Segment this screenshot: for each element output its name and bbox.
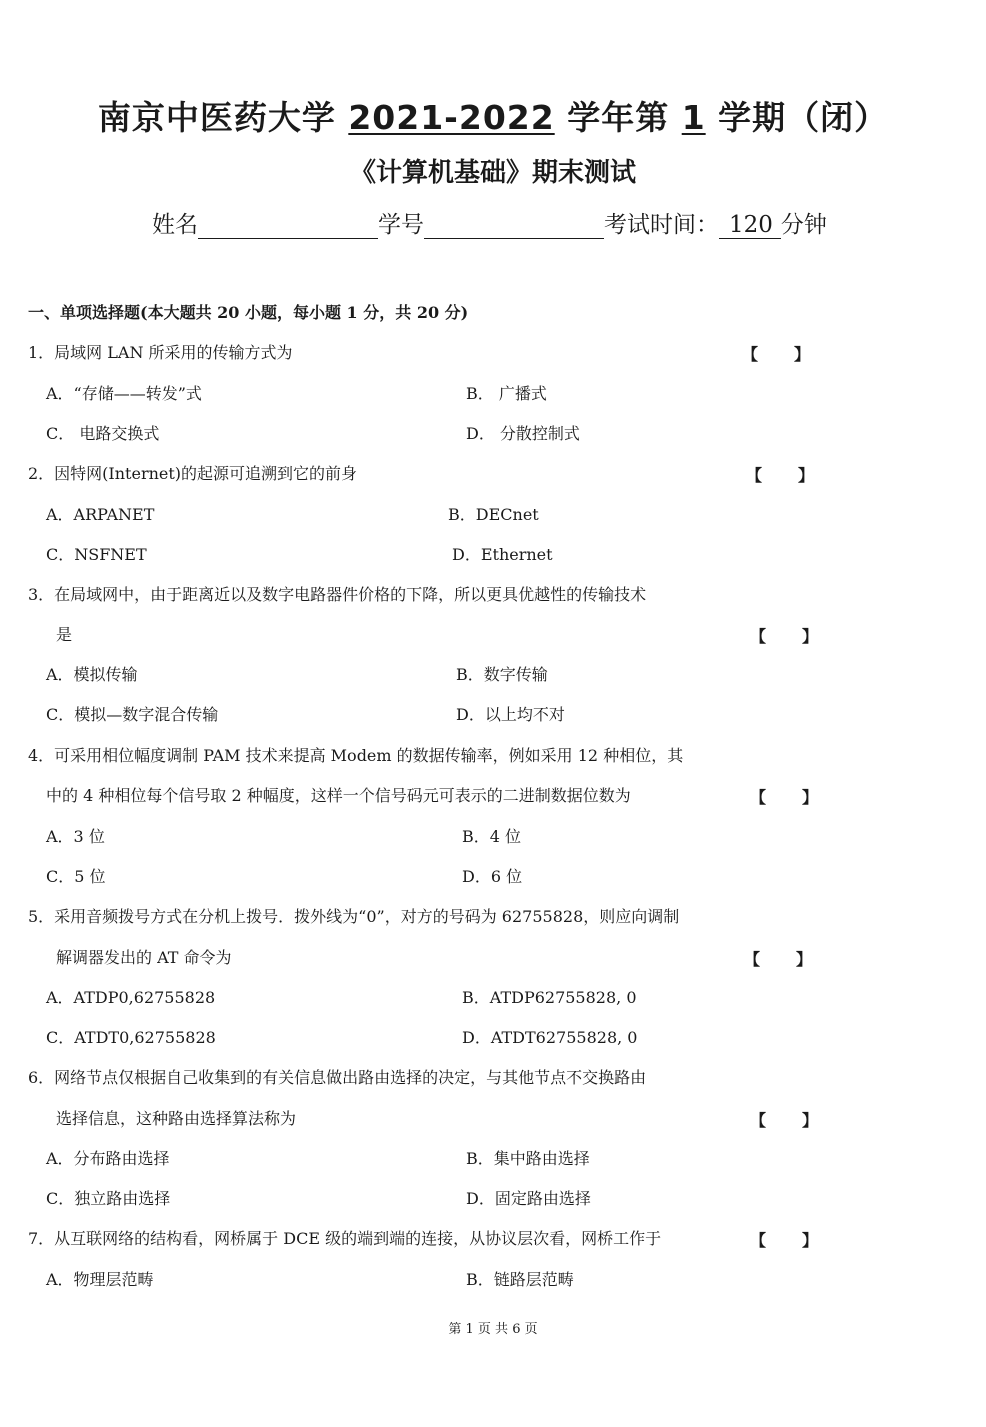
answer-bracket-4[interactable]: 【 】	[750, 788, 819, 807]
question-5-text: 5．采用音频拨号方式在分机上拨号．拨外线为“0”，对方的号码为 62755828，则应向调制	[28, 907, 680, 926]
section-heading: 一、单项选择题(本大题共 20 小题，每小题 1 分，共 20 分)	[28, 303, 469, 322]
q4-option-a: A．3 位	[46, 827, 105, 846]
title-suffix: 学期（闭）	[718, 98, 889, 137]
title-year: 2021-2022	[348, 98, 555, 137]
q7-option-b: B．链路层范畴	[466, 1270, 574, 1289]
q1-option-a: A．“存储——转发”式	[46, 384, 202, 403]
student-info-row	[152, 206, 912, 239]
title-term: 1	[681, 98, 706, 137]
id-label: 学号	[378, 212, 424, 238]
q3-option-a: A．模拟传输	[46, 665, 138, 684]
q7-option-a: A．物理层范畴	[46, 1270, 154, 1289]
question-1-text: 1．局域网 LAN 所采用的传输方式为	[28, 343, 293, 362]
q1-option-c: C． 电路交换式	[46, 424, 160, 443]
answer-bracket-5[interactable]: 【 】	[744, 950, 813, 969]
student-id-blank[interactable]	[424, 214, 604, 239]
question-3-text: 3．在局域网中，由于距离近以及数字电路器件价格的下降，所以更具优越性的传输技术	[28, 585, 647, 604]
name-blank[interactable]	[198, 214, 378, 239]
q1-option-d: D． 分散控制式	[466, 424, 580, 443]
question-3-text-cont: 是	[56, 625, 73, 644]
time-value: 120	[719, 212, 781, 239]
answer-bracket-2[interactable]: 【 】	[746, 466, 815, 485]
question-4-text: 4．可采用相位幅度调制 PAM 技术来提高 Modem 的数据传输率，例如采用 12 种相位，其	[28, 746, 684, 765]
q4-option-c: C．5 位	[46, 867, 106, 886]
q5-option-d: D．ATDT62755828, 0	[462, 1028, 638, 1047]
q3-option-d: D．以上均不对	[456, 705, 565, 724]
question-6-text: 6．网络节点仅根据自己收集到的有关信息做出路由选择的决定，与其他节点不交换路由	[28, 1068, 647, 1087]
q4-option-d: D．6 位	[462, 867, 523, 886]
q5-option-c: C．ATDT0,62755828	[46, 1028, 216, 1047]
q2-option-c: C．NSFNET	[46, 545, 147, 564]
q6-option-b: B．集中路由选择	[466, 1149, 590, 1168]
question-2-text: 2．因特网(Internet)的起源可追溯到它的前身	[28, 464, 358, 483]
answer-bracket-6[interactable]: 【 】	[750, 1111, 819, 1130]
question-6-text-cont: 选择信息，这种路由选择算法称为	[56, 1109, 297, 1128]
exam-title	[0, 92, 986, 139]
q6-option-c: C．独立路由选择	[46, 1189, 171, 1208]
q6-option-a: A．分布路由选择	[46, 1149, 170, 1168]
name-label: 姓名	[152, 212, 198, 238]
q6-option-d: D．固定路由选择	[466, 1189, 591, 1208]
q2-option-b: B．DECnet	[448, 505, 539, 524]
question-7-text: 7．从互联网络的结构看，网桥属于 DCE 级的端到端的连接，从协议层次看，网桥工作于	[28, 1229, 662, 1248]
page-number: 第 1 页 共 6 页	[448, 1322, 538, 1337]
time-label: 考试时间：	[604, 212, 719, 238]
title-school: 南京中医药大学	[97, 98, 336, 137]
q5-option-a: A．ATDP0,62755828	[46, 988, 216, 1007]
q1-option-b: B． 广播式	[466, 384, 547, 403]
q3-option-b: B．数字传输	[456, 665, 548, 684]
answer-bracket-7[interactable]: 【 】	[750, 1231, 819, 1250]
question-5-text-cont: 解调器发出的 AT 命令为	[56, 948, 232, 967]
q3-option-c: C．模拟—数字混合传输	[46, 705, 219, 724]
time-unit: 分钟	[780, 212, 827, 238]
q2-option-d: D．Ethernet	[452, 545, 553, 564]
answer-bracket-1[interactable]: 【 】	[742, 345, 811, 364]
q2-option-a: A．ARPANET	[46, 505, 155, 524]
q5-option-b: B．ATDP62755828, 0	[462, 988, 637, 1007]
q4-option-b: B．4 位	[462, 827, 522, 846]
title-mid: 学年第	[567, 98, 670, 137]
question-4-text-cont: 中的 4 种相位每个信号取 2 种幅度，这样一个信号码元可表示的二进制数据位数为	[46, 786, 631, 805]
answer-bracket-3[interactable]: 【 】	[750, 627, 819, 646]
exam-subtitle: 《计算机基础》期末测试	[349, 158, 636, 188]
